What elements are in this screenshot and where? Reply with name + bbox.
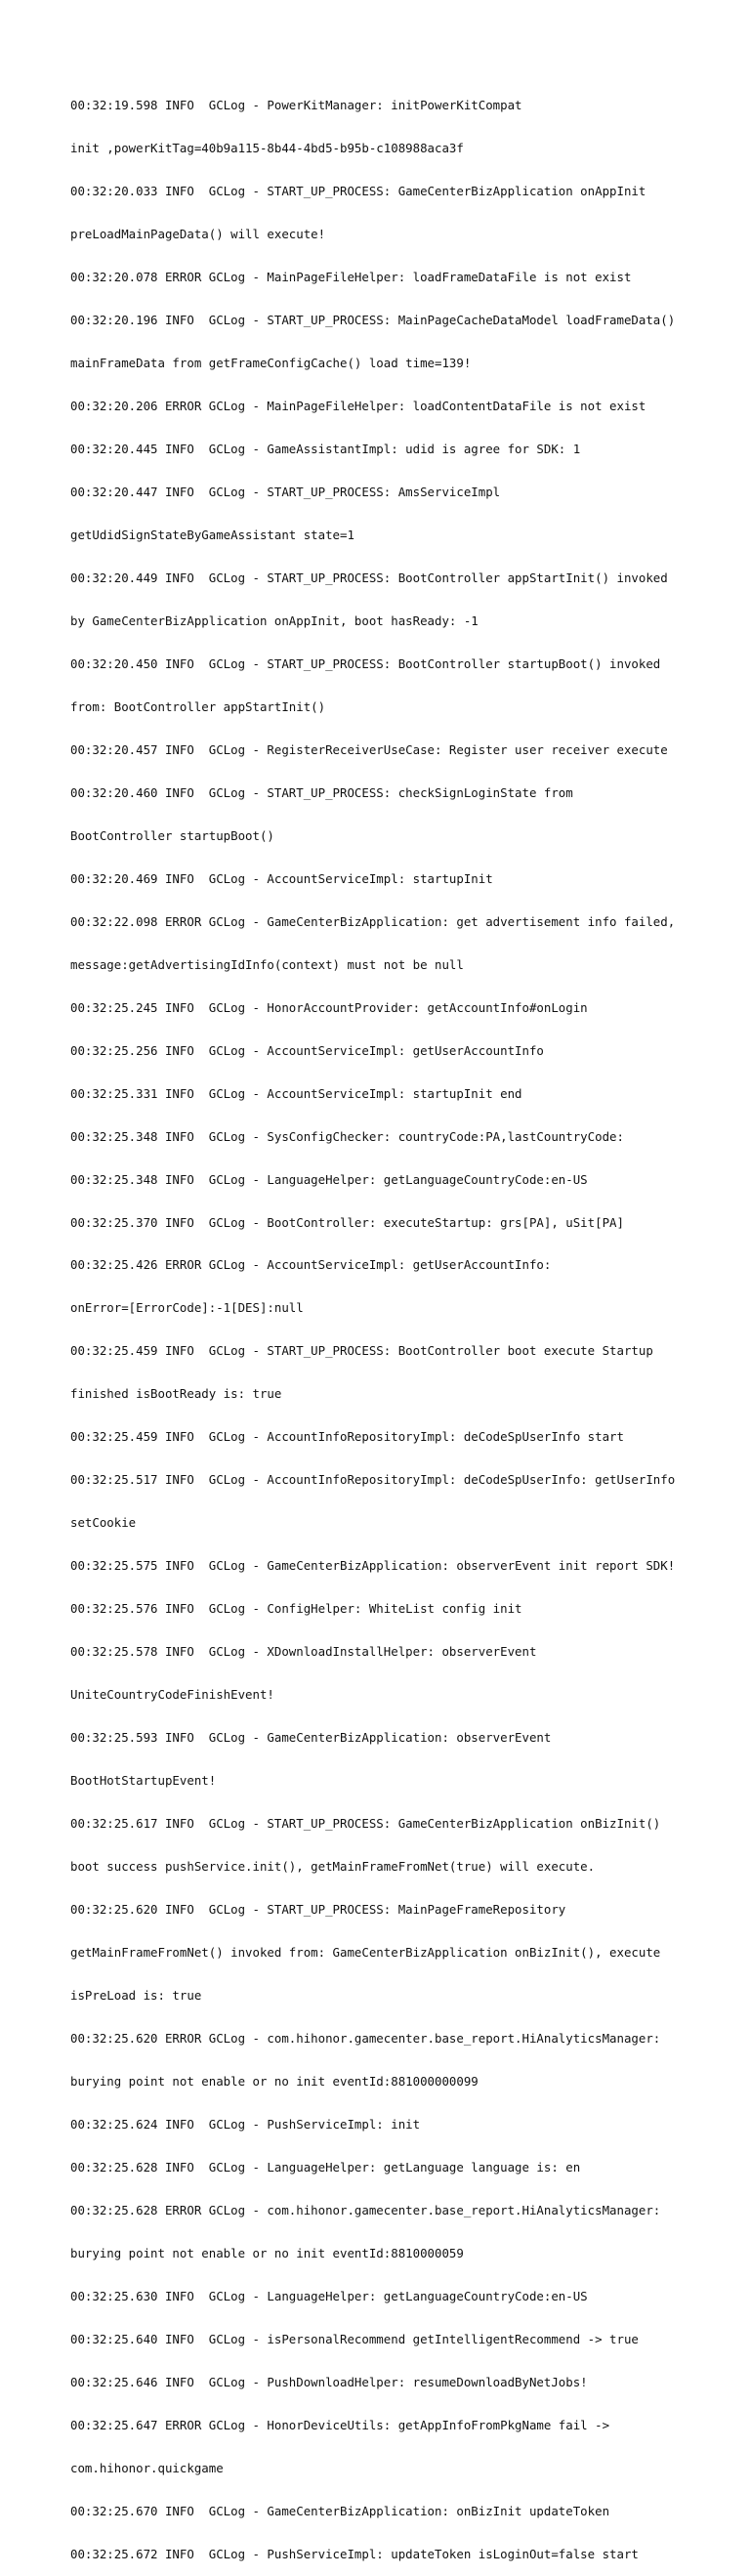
log-line: by GameCenterBizApplication onAppInit, boot hasReady: -1 [70, 612, 479, 628]
log-line: com.hihonor.quickgame [70, 2460, 224, 2475]
log-line: 00:32:19.598 INFO GCLog - PowerKitManager: initPowerKitCompat [70, 98, 522, 113]
log-line: 00:32:25.331 INFO GCLog - AccountServiceImpl: startupInit end [70, 1085, 522, 1101]
log-line: getUdidSignStateByGameAssistant state=1 [70, 528, 354, 542]
log-line: 00:32:25.647 ERROR GCLog - HonorDeviceUtils: getAppInfoFromPkgName fail -> [70, 2417, 610, 2432]
log-line: 00:32:20.457 INFO GCLog - RegisterReceiverUseCase: Register user receiver execute [70, 741, 668, 757]
log-line: 00:32:25.426 ERROR GCLog - AccountServiceImpl: getUserAccountInfo: [70, 1257, 552, 1273]
log-line: 00:32:25.593 INFO GCLog - GameCenterBizApplication: observerEvent [70, 1730, 552, 1746]
log-line: 00:32:20.469 INFO GCLog - AccountServiceImpl: startupInit [70, 870, 493, 886]
log-line: boot success pushService.init(), getMainFrameFromNet(true) will execute. [70, 1859, 596, 1875]
log-line: UniteCountryCodeFinishEvent! [70, 1687, 274, 1703]
log-line: BootController startupBoot() [70, 827, 274, 843]
log-line: 00:32:25.517 INFO GCLog - AccountInfoRepositoryImpl: deCodeSpUserInfo: getUserInfo [70, 1472, 676, 1488]
log-line: burying point not enable or no init eventId:881000000099 [70, 2073, 479, 2089]
log-line: 00:32:25.646 INFO GCLog - PushDownloadHelper: resumeDownloadByNetJobs! [70, 2374, 588, 2389]
log-line: init ,powerKitTag=40b9a115-8b44-4bd5-b95b-c108988aca3f [70, 141, 464, 156]
log-line: isPreLoad is: true [70, 1987, 202, 2003]
log-line: 00:32:20.033 INFO GCLog - START_UP_PROCESS: GameCenterBizApplication onAppInit [70, 184, 646, 199]
log-line: 00:32:25.348 INFO GCLog - SysConfigChecker: countryCode:PA,lastCountryCode: [70, 1128, 624, 1144]
log-line: getMainFrameFromNet() invoked from: GameCenterBizApplication onBizInit(), execute [70, 1944, 661, 1960]
log-line: 00:32:25.617 INFO GCLog - START_UP_PROCESS: GameCenterBizApplication onBizInit() [70, 1816, 661, 1832]
log-line: 00:32:25.348 INFO GCLog - LanguageHelper: getLanguageCountryCode:en-US [70, 1171, 588, 1187]
log-line: 00:32:25.459 INFO GCLog - START_UP_PROCESS: BootController boot execute Startup [70, 1343, 653, 1359]
log-line: 00:32:25.459 INFO GCLog - AccountInfoRepositoryImpl: deCodeSpUserInfo start [70, 1429, 624, 1445]
log-line: 00:32:20.450 INFO GCLog - START_UP_PROCESS: BootController startupBoot() invoked [70, 655, 661, 671]
log-line: 00:32:20.078 ERROR GCLog - MainPageFileHelper: loadFrameDataFile is not exist [70, 270, 632, 285]
log-line: 00:32:25.578 INFO GCLog - XDownloadInstallHelper: observerEvent [70, 1644, 537, 1660]
log-line: preLoadMainPageData() will execute! [70, 227, 326, 242]
log-line: BootHotStartupEvent! [70, 1773, 217, 1789]
log-line: setCookie [70, 1515, 137, 1531]
log-line: 00:32:25.630 INFO GCLog - LanguageHelper: getLanguageCountryCode:en-US [70, 2288, 588, 2303]
log-line: 00:32:25.672 INFO GCLog - PushServiceImpl: updateToken isLoginOut=false start [70, 2546, 639, 2561]
log-line: 00:32:20.196 INFO GCLog - START_UP_PROCESS: MainPageCacheDataModel loadFrameData() [70, 313, 676, 328]
log-line: 00:32:25.628 ERROR GCLog - com.hihonor.gamecenter.base_report.HiAnalyticsManager: [70, 2202, 661, 2217]
log-line: finished isBootReady is: true [70, 1386, 282, 1402]
log-line: 00:32:25.640 INFO GCLog - isPersonalRecommend getIntelligentRecommend -> true [70, 2331, 639, 2346]
log-line: 00:32:25.575 INFO GCLog - GameCenterBizApplication: observerEvent init report SDK! [70, 1558, 676, 1574]
log-line: burying point not enable or no init eventId:8810000059 [70, 2245, 464, 2260]
log-line: 00:32:20.460 INFO GCLog - START_UP_PROCESS: checkSignLoginState from [70, 784, 573, 800]
log-line: 00:32:20.447 INFO GCLog - START_UP_PROCESS: AmsServiceImpl [70, 485, 501, 500]
log-line: mainFrameData from getFrameConfigCache() load time=139! [70, 356, 472, 371]
log-line: message:getAdvertisingIdInfo(context) must not be null [70, 956, 464, 972]
log-line: 00:32:25.624 INFO GCLog - PushServiceImpl: init [70, 2116, 421, 2132]
log-document [70, 70, 695, 2576]
log-line: 00:32:25.620 INFO GCLog - START_UP_PROCESS: MainPageFrameRepository [70, 1902, 566, 1917]
log-line: 00:32:20.206 ERROR GCLog - MainPageFileHelper: loadContentDataFile is not exist [70, 399, 646, 414]
log-line: 00:32:25.628 INFO GCLog - LanguageHelper: getLanguage language is: en [70, 2159, 581, 2175]
log-line: 00:32:25.256 INFO GCLog - AccountServiceImpl: getUserAccountInfo [70, 1042, 544, 1058]
log-line: from: BootController appStartInit() [70, 698, 326, 714]
log-line: 00:32:25.576 INFO GCLog - ConfigHelper: WhiteList config init [70, 1601, 522, 1617]
log-line: 00:32:25.620 ERROR GCLog - com.hihonor.gamecenter.base_report.HiAnalyticsManager: [70, 2030, 661, 2046]
log-line: 00:32:25.670 INFO GCLog - GameCenterBizApplication: onBizInit updateToken [70, 2503, 610, 2518]
log-line: onError=[ErrorCode]:-1[DES]:null [70, 1300, 304, 1316]
log-line: 00:32:22.098 ERROR GCLog - GameCenterBizApplication: get advertisement info failed, [70, 913, 676, 929]
log-line: 00:32:25.245 INFO GCLog - HonorAccountProvider: getAccountInfo#onLogin [70, 999, 588, 1015]
log-line: 00:32:20.449 INFO GCLog - START_UP_PROCESS: BootController appStartInit() invoked [70, 570, 668, 585]
log-line: 00:32:25.370 INFO GCLog - BootController: executeStartup: grs[PA], uSit[PA] [70, 1214, 624, 1230]
log-line: 00:32:20.445 INFO GCLog - GameAssistantImpl: udid is agree for SDK: 1 [70, 442, 581, 457]
